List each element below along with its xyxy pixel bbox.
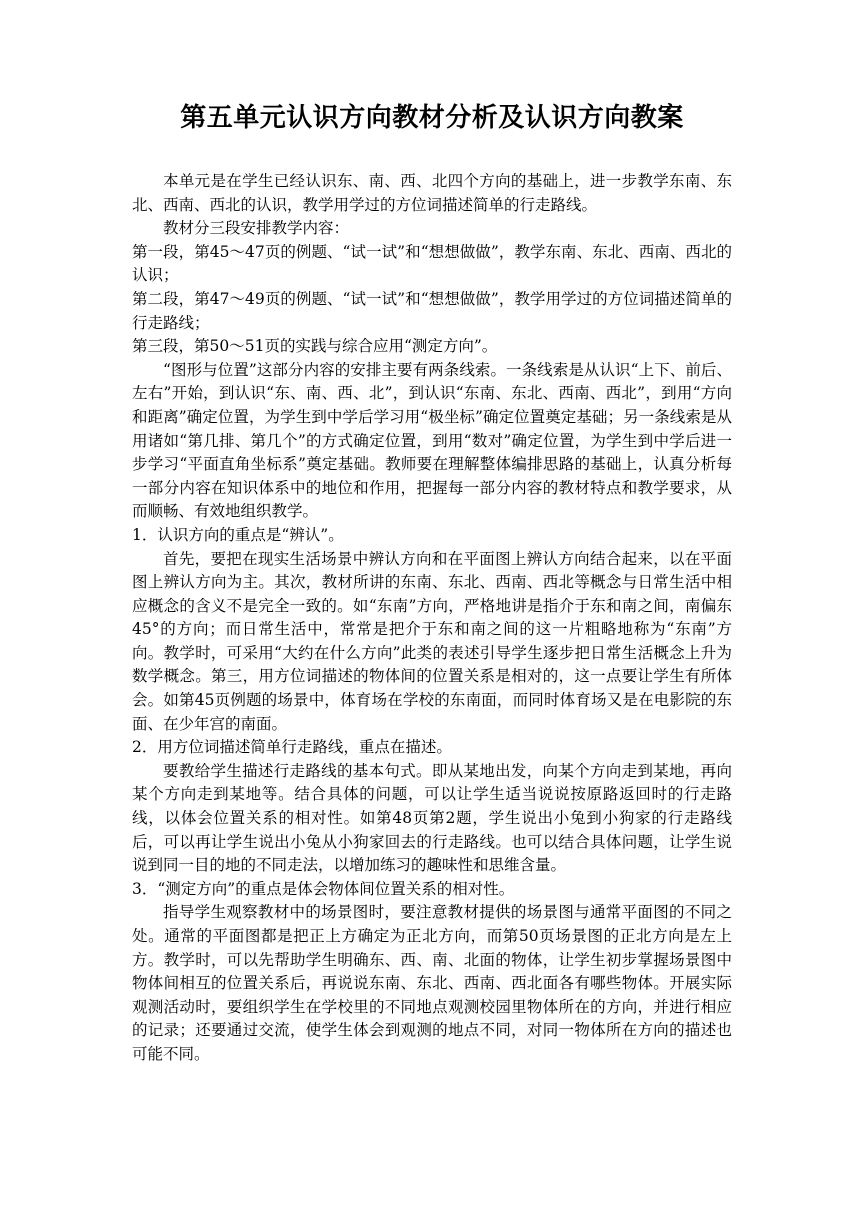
heading-point-1: 1．认识方向的重点是“辨认”。 bbox=[132, 525, 344, 544]
heading-point-2: 2．用方位词描述简单行走路线，重点在描述。 bbox=[132, 738, 452, 757]
paragraph-point-3: 指导学生观察教材中的场景图时，要注意教材提供的场景图与通常平面图的不同之处。通常的平面图都是把正上方确定为正北方向，而第50页场景图的正北方向是左上方。教学时，可以先帮助学生明确东、西、南、北面的物体，让学生初步掌握场景图中物体间相互的位置关系后，再说说东南、东北、西南、西北面各有哪些物体。开展实际观测活动时，要组织学生在学校里的不同地点观测校园里物体所在的方向，并进行相应的记录；还要通过交流，使学生体会到观测的地点不同，对同一物体所在方向的描述也可能不同。 bbox=[132, 903, 732, 1063]
paragraph-clues: “图形与位置”这部分内容的安排主要有两条线索。一条线索是从认识“上下、前后、左右”开始，到认识“东、南、西、北”，到认识“东南、东北、西南、西北”，到用“方向和距离”确定位置，为学生到中学后学习用“极坐标”确定位置奠定基础；另一条线索是从用诸如“第几排、第几个”的方式确定位置，到用“数对”确定位置，为学生到中学后进一步学习“平面直角坐标系”奠定基础。教师要在理解整体编排思路的基础上，认真分析每一部分内容在知识体系中的地位和作用，把握每一部分内容的教材特点和教学要求，从而顺畅、有效地组织教学。 bbox=[132, 360, 732, 521]
paragraph-point-1: 首先，要把在现实生活场景中辨认方向和在平面图上辨认方向结合起来，以在平面图上辨认方向为主。其次，教材所讲的东南、东北、西南、西北等概念与日常生活中相应概念的含义不是完全一致的。如“东南”方向，严格地讲是指介于东和南之间，南偏东45°的方向；而日常生活中，常常是把介于东和南之间的这一片粗略地称为“东南”方向。教学时，可采用“大约在什么方向”此类的表述引导学生逐步把日常生活概念上升为数学概念。第三，用方位词描述的物体间的位置关系是相对的，这一点要让学生有所体会。如第45页例题的场景中，体育场在学校的东南面，而同时体育场又是在电影院的东面、在少年宫的南面。 bbox=[132, 549, 732, 733]
heading-point-3: 3．“测定方向”的重点是体会物体间位置关系的相对性。 bbox=[132, 879, 515, 898]
paragraph-point-2: 要教给学生描述行走路线的基本句式。即从某地出发，向某个方向走到某地，再向某个方向走到某地等。结合具体的问题，可以让学生适当说说按原路返回时的行走路线，以体会位置关系的相对性。如第48页第2题，学生说出小兔到小狗家的行走路线后，可以再让学生说出小兔从小狗家回去的行走路线。也可以结合具体问题，让学生说说到同一目的地的不同走法，以增加练习的趣味性和思维含量。 bbox=[132, 761, 732, 875]
paragraph-section-2: 第二段，第47～49页的例题、“试一试”和“想想做做”，教学用学过的方位词描述简单的行走路线； bbox=[132, 289, 732, 332]
document-body bbox=[132, 170, 732, 1067]
document-page bbox=[132, 100, 732, 1067]
document-title: 第五单元认识方向教材分析及认识方向教案 bbox=[180, 103, 684, 133]
paragraph-section-1: 第一段，第45～47页的例题、“试一试”和“想想做做”，教学东南、东北、西南、西北的认识； bbox=[132, 242, 732, 285]
paragraph-arrangement: 教材分三段安排教学内容： bbox=[163, 219, 350, 238]
paragraph-intro: 本单元是在学生已经认识东、南、西、北四个方向的基础上，进一步教学东南、东北、西南、西北的认识，教学用学过的方位词描述简单的行走路线。 bbox=[132, 172, 732, 214]
paragraph-section-3: 第三段，第50～51页的实践与综合应用“测定方向”。 bbox=[132, 337, 498, 356]
